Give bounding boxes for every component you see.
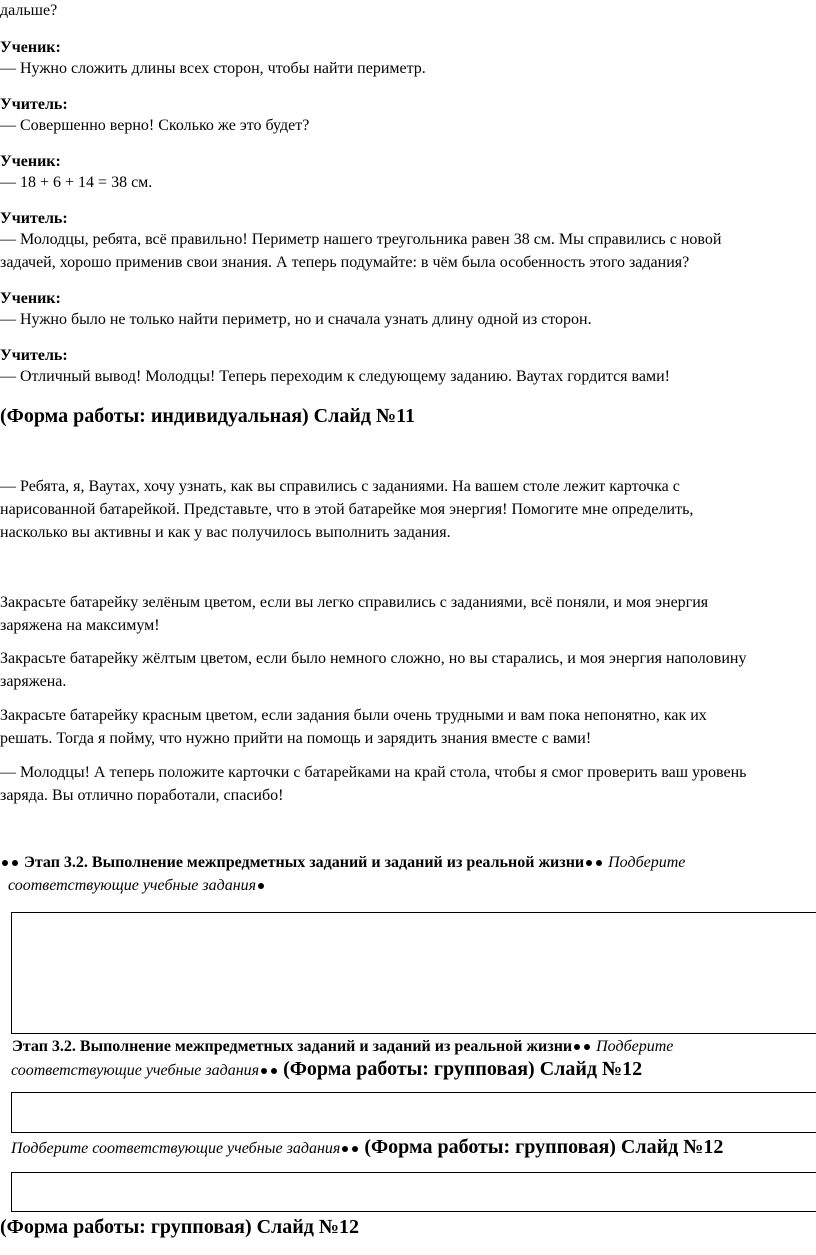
stage-hint-line (11, 1057, 816, 1083)
instruction-green: заряжена на максимум! (0, 617, 160, 634)
stage-hint: Подберите (596, 1038, 674, 1055)
stage-hint-text: соответствующие учебные задания (11, 1062, 260, 1079)
speaker-student: Ученик: (0, 153, 61, 170)
answer-box[interactable] (11, 912, 816, 1055)
stage-hint-text: соответствующие учебные задания (8, 877, 257, 894)
speaker-teacher: Учитель: (0, 96, 68, 113)
bullet-icon (584, 1044, 590, 1050)
bullet-icon (574, 1044, 580, 1050)
speaker-teacher: Учитель: (0, 210, 68, 227)
dialogue-line: — Нужно было не только найти периметр, но и сначала узнать длину одной из сторон. (0, 311, 592, 328)
bullet-icon (2, 860, 8, 866)
instruction-red: Закрасьте батарейку красным цветом, если задания были очень трудными и вам пока непонятно, как их (0, 707, 707, 724)
answer-box[interactable] (11, 1172, 816, 1212)
stage-hint-line (8, 874, 816, 898)
stage-title (0, 851, 816, 875)
work-form-label: (Форма работы: групповая) Слайд №12 (0, 1216, 360, 1238)
intro-text: насколько вы активны и как у вас получилось выполнить задания. (0, 524, 451, 541)
dialogue-line: — Совершенно верно! Сколько же это будет? (0, 117, 310, 134)
closing-text: — Молодцы! А теперь положите карточки с батарейками на край стола, чтобы я смог проверить ваш уровень (0, 764, 747, 781)
answer-box[interactable] (11, 1092, 816, 1133)
bullet-icon (596, 860, 602, 866)
bullet-icon (258, 883, 264, 889)
work-form-label: (Форма работы: групповая) Слайд №12 (283, 1058, 643, 1080)
stage-title-text: Этап 3.2. Выполнение межпредметных заданий и заданий из реальной жизни (24, 854, 585, 871)
bullet-icon (12, 860, 18, 866)
intro-text: нарисованной батарейкой. Представьте, что в этой батарейке моя энергия! Помогите мне определить, (0, 501, 694, 518)
instruction-red: решать. Тогда я пойму, что нужно прийти на помощь и зарядить знания вместе с вами! (0, 730, 592, 747)
stage-hint-text: Подберите соответствующие учебные задания (11, 1140, 341, 1157)
work-form-label: (Форма работы: групповая) Слайд №12 (364, 1136, 724, 1158)
speaker-teacher: Учитель: (0, 347, 68, 364)
section-heading: (Форма работы: индивидуальная) Слайд №11 (0, 405, 415, 427)
bullet-icon (352, 1146, 358, 1152)
stage-title-text: Этап 3.2. Выполнение межпредметных заданий и заданий из реальной жизни (12, 1038, 573, 1055)
speaker-student: Ученик: (0, 290, 61, 307)
bullet-icon (271, 1068, 277, 1074)
instruction-yellow: заряжена. (0, 673, 67, 690)
intro-text: — Ребята, я, Ваутах, хочу узнать, как вы справились с заданиями. На вашем столе лежит карточка с (0, 478, 680, 495)
speaker-student: Ученик: (0, 39, 61, 56)
dialogue-line: задачей, хорошо применив свои знания. А теперь подумайте: в чём была особенность этого задания? (0, 254, 690, 271)
dialogue-fragment: дальше? (0, 2, 58, 19)
instruction-green: Закрасьте батарейку зелёным цветом, если вы легко справились с заданиями, всё поняли, и моя энергия (0, 594, 709, 611)
dialogue-line: — Нужно сложить длины всех сторон, чтобы найти периметр. (0, 60, 426, 77)
bullet-icon (261, 1068, 267, 1074)
closing-text: заряда. Вы отлично поработали, спасибо! (0, 787, 284, 804)
stage-hint-line (11, 1135, 816, 1161)
stage-hint: Подберите (608, 854, 686, 871)
stage-repeat (12, 1035, 673, 1059)
dialogue-line: — Отличный вывод! Молодцы! Теперь переходим к следующему заданию. Ваутах гордится вами! (0, 368, 670, 385)
bullet-icon (586, 860, 592, 866)
bullet-icon (342, 1146, 348, 1152)
dialogue-line: — 18 + 6 + 14 = 38 см. (0, 174, 153, 191)
dialogue-line: — Молодцы, ребята, всё правильно! Периметр нашего треугольника равен 38 см. Мы справились с новой (0, 231, 722, 248)
instruction-yellow: Закрасьте батарейку жёлтым цветом, если было немного сложно, но вы старались, и моя энергия наполовину (0, 650, 747, 667)
